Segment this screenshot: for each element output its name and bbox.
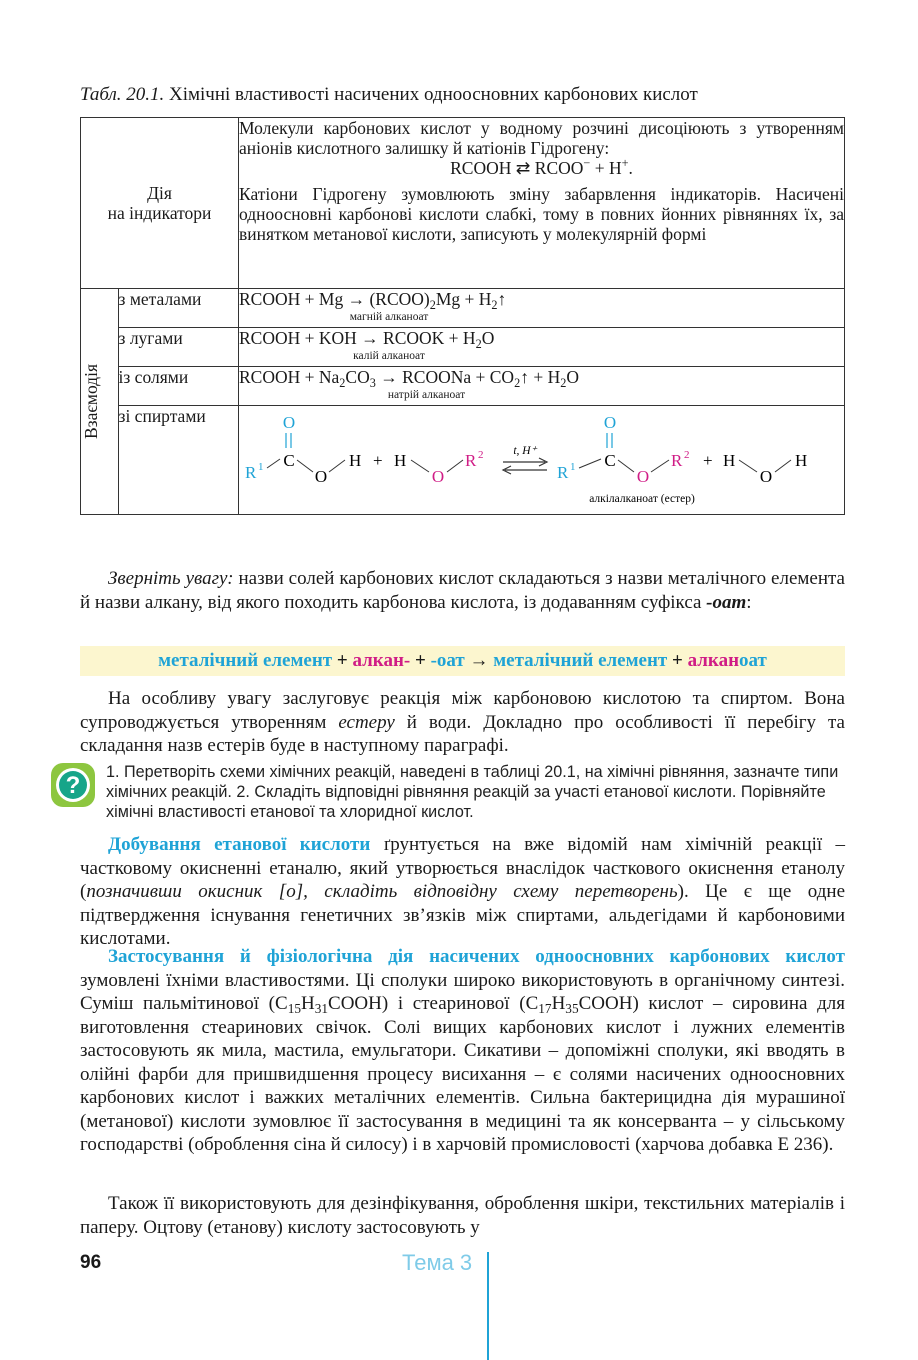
formula-suffix: -оат — [430, 650, 465, 671]
naming-formula — [80, 646, 845, 676]
equation-metals: RCOOH + $Mg \to (RCOO)_2Mg$ + $H_2↑$ — [239, 289, 507, 312]
formula-arrow: → — [464, 650, 494, 671]
properties-table — [80, 117, 845, 515]
svg-text:?: ? — [65, 772, 81, 799]
indicator-label-line2: на індикатори — [107, 203, 212, 223]
indicator-content-cell — [239, 118, 845, 289]
alcohol-hydrogen: H — [394, 451, 407, 470]
notice-suffix: -оат — [706, 591, 747, 613]
formula-alkane-result: алкан — [687, 650, 740, 671]
ester-oxygen-double: O — [603, 413, 617, 432]
notice-label: Зверніть увагу: — [108, 568, 234, 589]
obtaining-italic: позначивши окисник [о], складіть відповідну схему перетворень — [86, 881, 678, 902]
interaction-label: Взаємодія — [81, 364, 101, 439]
ester-radical-r1-index: 1 — [570, 461, 576, 473]
alcohol-radical-index: 2 — [478, 449, 484, 461]
acid-radical-index: 1 — [258, 461, 264, 473]
ester-paragraph-text-1: На особливу увагу заслуговує реакція між карбоновою кислотою та спиртом. Вона супроводжується утворенням — [80, 688, 845, 733]
stearic-formula: $C_{17}H_{35}COOH$ — [525, 993, 633, 1016]
ester-radical-r2: R — [671, 451, 683, 470]
usage-heading: Застосування й фізіологічна дія насичених одноосновних карбонових кислот — [108, 946, 845, 967]
page-number: 96 — [80, 1252, 102, 1273]
acid-radical-r: R — [245, 463, 257, 482]
reaction-metals — [239, 289, 845, 328]
interaction-label-cell — [81, 289, 119, 515]
indicator-label-line1: Дія — [147, 183, 172, 203]
formula-metal-result: металічний елемент — [493, 650, 668, 671]
last-paragraph-text: Також її використовують для дезінфікування, оброблення шкіри, текстильних матеріалів і паперу. Оцтову (етанову) кислоту застосовують у — [80, 1193, 845, 1238]
row-label-alcohols: зі спиртами — [118, 406, 238, 515]
ester-carbon: C — [604, 451, 616, 470]
table-row-metals — [81, 289, 845, 328]
table-row-alkalis — [81, 328, 845, 367]
plus-2: + — [703, 451, 713, 470]
acid-carbon: C — [283, 451, 295, 470]
question-text: 1. Перетворіть схеми хімічних реакцій, наведені в таблиці 20.1, на хімічні рівняння, зазначте типи хімічних реакцій. 2. Складіть відповідні рівняння реакцій за участі етанової кислоти. Порівняйте хімічні властивості етанової та хлоридної кислот. — [106, 763, 839, 821]
acid-bond-h — [329, 460, 345, 472]
obtaining-text-2: ). Це є ще одне підтвердження існування генетичних зв’язків між спиртами, альдегідами й карбоновими кислотами. — [80, 881, 846, 949]
footer-topic: Тема 3 — [402, 1250, 473, 1275]
usage-text-3: ) кислот – сировина для виготовлення стеаринових свічок. Солі вищих карбонових кислот і лужних елементів застосовують як мила, мастила, емульгатори. Сикативи – допоміжні сполуки, які вводять в олійні фарби для пришвидшення процесу висихання – є солями насичених одноосновних карбонових кислот і важких металічних елементів. Сильна бактерицидна дія мурашиної (метанової) кислоти зумовлює її застосування в медицині та як консерванта – у сільському господарстві (оброблення сіна й силосу) і в харчовій промисловості (харчова добавка Е 236). — [80, 993, 845, 1155]
product-alcohols: алкілалканоат (естер) — [589, 493, 695, 505]
last-paragraph — [80, 1192, 845, 1239]
indicator-label-cell — [81, 118, 239, 289]
water-hydrogen-1: H — [723, 451, 736, 470]
ester-bond-o — [618, 460, 634, 472]
footer-divider — [487, 1252, 489, 1360]
indicator-text-2: Катіони Гідрогену зумовлюють зміну забарвлення індикаторів. Насичені одноосновні карбонові кислоти слабкі, тому в повних йонних рівняннях їх, за винятком метанової кислоти, записують у молекулярній формі — [239, 184, 844, 244]
ester-paragraph — [80, 687, 845, 758]
water-bond-2 — [775, 460, 791, 472]
acid-oxygen: O — [314, 467, 328, 486]
alcohol-bond-h — [411, 460, 429, 472]
palmitic-formula: $C_{15}H_{31}COOH$ — [275, 993, 382, 1016]
formula-plus-2: + — [410, 650, 431, 671]
indicator-text-1: Молекули карбонових кислот у водному розчині дисоціюють з утворенням аніонів кислотного залишку й катіонів Гідрогену: — [239, 118, 844, 158]
water-oxygen: O — [759, 467, 773, 486]
ester-paragraph-text-2: й води. Докладно про особливості її перебігу та складання назв естерів буде в наступному параграфі. — [80, 711, 845, 756]
table-row-alcohols — [81, 406, 845, 515]
water-hydrogen-2: H — [795, 451, 808, 470]
reaction-alcohols — [239, 406, 845, 515]
acid-hydrogen: H — [349, 451, 362, 470]
equation-alkalis: RCOOH + KOH → RCOOK + $H_2O$ — [239, 328, 495, 351]
obtaining-paragraph — [80, 833, 845, 951]
ester-radical-r1: R — [557, 463, 569, 482]
alcohol-radical-r: R — [465, 451, 477, 470]
ester-radical-r2-index: 2 — [684, 449, 690, 461]
notice-paragraph — [80, 567, 845, 614]
usage-paragraph — [80, 945, 845, 1157]
product-alkalis: калій алканоат — [353, 350, 425, 362]
equation-salts: RCOOH + $Na_2CO_3$ → RCOONa + $CO_2↑ + H_2O$ — [239, 367, 579, 390]
formula-alkane: алкан- — [352, 650, 411, 671]
row-label-metals: з металами — [118, 289, 238, 328]
esterification-scheme — [239, 406, 844, 514]
usage-text-2: ) і стеаринової ( — [381, 993, 526, 1014]
formula-plus-1: + — [332, 650, 353, 671]
alcohol-bond-r — [447, 460, 463, 472]
table-caption-label: Табл. 20.1. — [80, 84, 165, 105]
reaction-salts — [239, 367, 845, 406]
alcohol-oxygen: O — [431, 467, 445, 486]
formula-suffix-result: оат — [739, 650, 767, 671]
obtaining-heading: Добування етанової кислоти — [108, 834, 371, 855]
product-metals: магній алканоат — [349, 311, 429, 323]
notice-text: назви солей карбонових кислот складаються з назви металічного елемента й назви алкану, від якого походить карбонова кислота, із додаванням суфікса — [80, 568, 845, 613]
reaction-condition: t, H⁺ — [513, 445, 537, 457]
acid-bond-o — [297, 460, 313, 472]
plus-1: + — [373, 451, 383, 470]
formula-plus-3: + — [667, 650, 688, 671]
formula-metal: металічний елемент — [158, 650, 333, 671]
question-icon — [50, 762, 96, 808]
table-caption-text: Хімічні властивості насичених одноосновних карбонових кислот — [164, 84, 698, 105]
water-bond-1 — [739, 460, 757, 472]
notice-colon: : — [746, 591, 752, 613]
row-label-salts: із солями — [118, 367, 238, 406]
ester-bond-r1 — [579, 459, 601, 468]
table-row-indicator — [81, 118, 845, 289]
ester-oxygen: O — [636, 467, 650, 486]
acid-oxygen-double: O — [282, 413, 296, 432]
obtaining-text-1: ґрунтується на вже відомій нам хімічній реакції – частковому окисненні етаналю, який утворюється внаслідок часткового окиснення етанолу ( — [80, 834, 846, 902]
table-caption — [80, 84, 846, 106]
acid-bond-r — [267, 459, 280, 468]
table-row-salts — [81, 367, 845, 406]
ester-bond-r2 — [651, 460, 669, 472]
row-label-alkalis: з лугами — [118, 328, 238, 367]
product-salts: натрій алканоат — [387, 389, 466, 401]
reaction-alkalis — [239, 328, 845, 367]
usage-text-1: зумовлені їхніми властивостями. Ці сполуки широко використовують в органічному синтезі. Суміш пальмітинової ( — [80, 969, 845, 1014]
ester-paragraph-italic: естеру — [338, 711, 395, 733]
dissociation-equation: RCOOH ⇄ RCOO− + H+. — [450, 156, 633, 178]
